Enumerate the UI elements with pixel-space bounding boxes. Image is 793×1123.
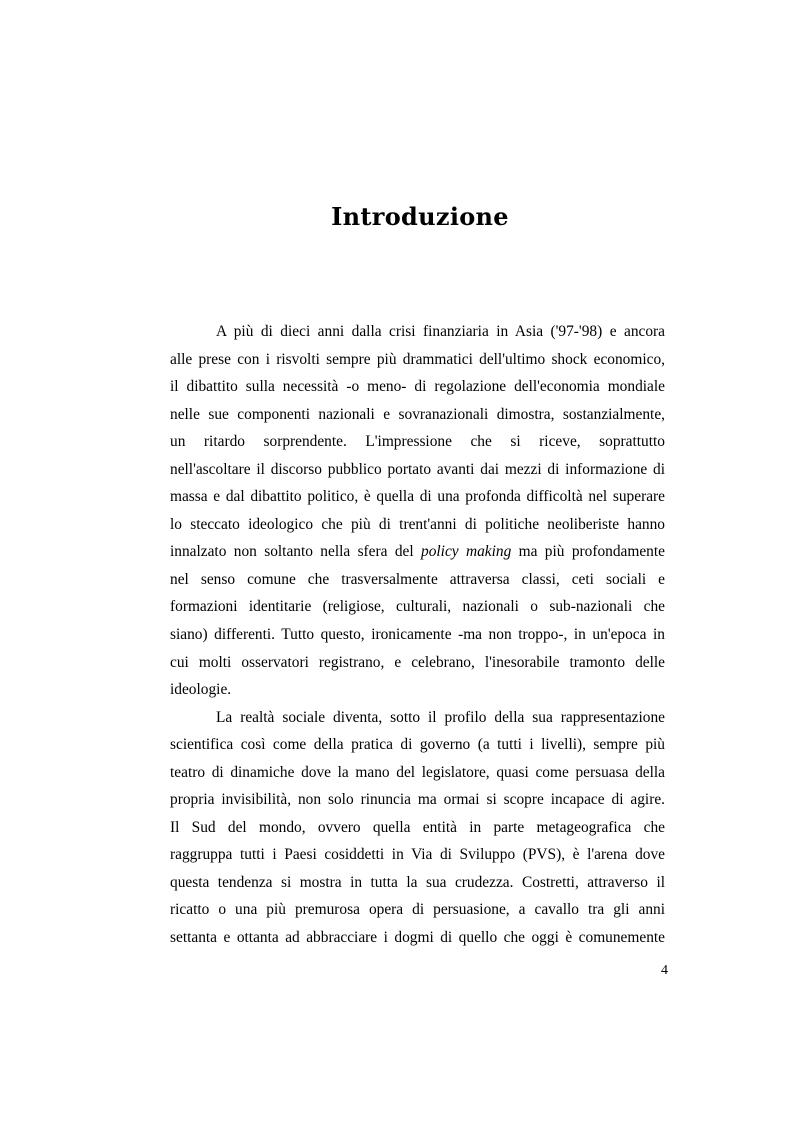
page-title: Introduzione	[331, 202, 509, 231]
paragraph-1	[170, 318, 665, 704]
text-line: raggruppa tutti i Paesi cosiddetti in Via di Sviluppo (PVS), è l'arena dove	[170, 846, 665, 864]
text-line: ideologie.	[170, 681, 232, 699]
text-line: alle prese con i risvolti sempre più drammatici dell'ultimo shock economico,	[170, 350, 665, 368]
text-line: nell'ascoltare il discorso pubblico portato avanti dai mezzi di informazione di	[170, 460, 665, 478]
text-line: Il Sud del mondo, ovvero quella entità in parte metageografica che	[170, 818, 665, 836]
text-line: questa tendenza si mostra in tutta la sua crudezza. Costretti, attraverso il	[170, 873, 665, 891]
text-fragment: ma più profondamente	[511, 543, 665, 561]
page-number: 4	[661, 963, 668, 978]
text-line: il dibattito sulla necessità -o meno- di regolazione dell'economia mondiale	[170, 378, 665, 396]
paragraph-2	[170, 704, 665, 952]
text-line: settanta e ottanta ad abbracciare i dogmi di quello che oggi è comunemente	[170, 929, 665, 947]
text-line: lo steccato ideologico che più di trent'anni di politiche neoliberiste hanno	[170, 515, 665, 533]
text-line: La realtà sociale diventa, sotto il profilo della sua rappresentazione	[216, 708, 665, 726]
text-line: ricatto o una più premurosa opera di persuasione, a cavallo tra gli anni	[170, 901, 665, 919]
text-line: A più di dieci anni dalla crisi finanziaria in Asia ('97-'98) e ancora	[216, 323, 665, 340]
text-line: cui molti osservatori registrano, e celebrano, l'inesorabile tramonto delle	[170, 653, 665, 671]
text-line-with-italic	[170, 538, 665, 566]
text-line: propria invisibilità, non solo rinuncia ma ormai si scopre incapace di agire.	[170, 791, 665, 809]
body-text	[170, 318, 665, 952]
text-line: formazioni identitarie (religiose, culturali, nazionali o sub-nazionali che	[170, 598, 665, 616]
text-line: nelle sue componenti nazionali e sovranazionali dimostra, sostanzialmente,	[170, 405, 665, 423]
text-fragment: innalzato non soltanto nella sfera del	[170, 543, 421, 561]
text-line: un ritardo sorprendente. L'impressione che si riceve, soprattutto	[170, 433, 665, 451]
text-line: siano) differenti. Tutto questo, ironicamente -ma non troppo-, in un'epoca in	[170, 626, 665, 644]
text-line: nel senso comune che trasversalmente attraversa classi, ceti sociali e	[170, 570, 665, 588]
text-line: massa e dal dibattito politico, è quella di una profonda difficoltà nel superare	[170, 488, 665, 506]
text-line: teatro di dinamiche dove la mano del legislatore, quasi come persuasa della	[170, 763, 665, 781]
text-line: scientifica così come della pratica di governo (a tutti i livelli), sempre più	[170, 736, 665, 754]
italic-term: policy making	[421, 543, 512, 561]
